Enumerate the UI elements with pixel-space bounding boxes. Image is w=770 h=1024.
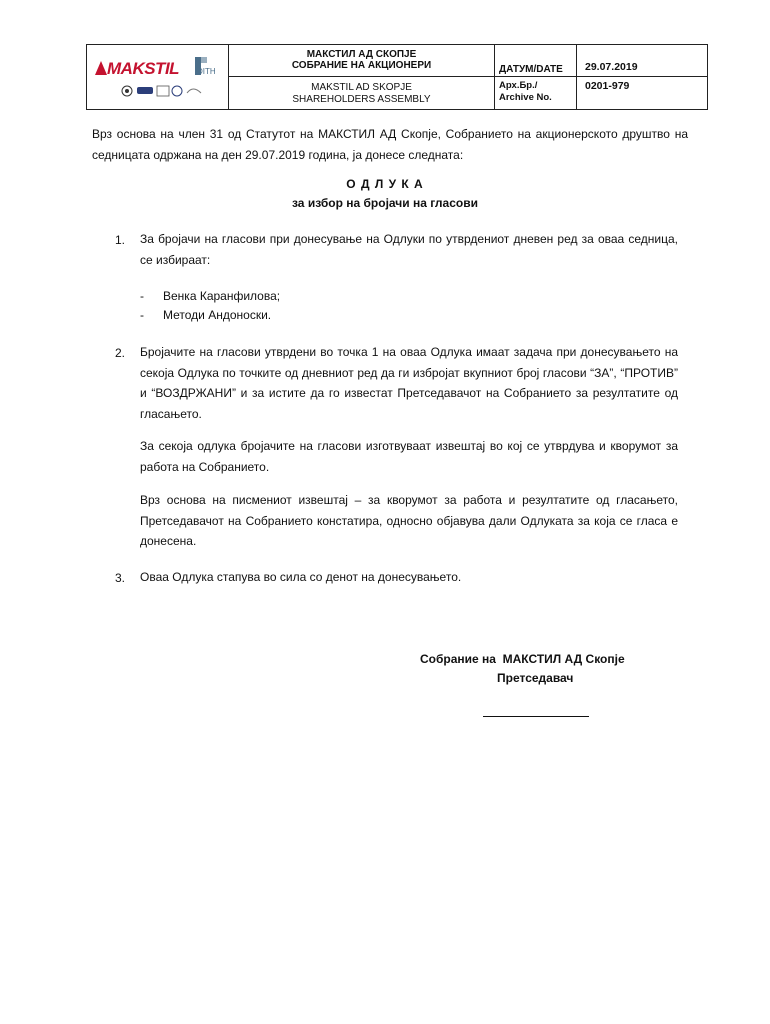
item-number: 3.: [115, 571, 126, 585]
decision-subtitle: за избор на бројачи на гласови: [292, 196, 478, 210]
title-en-line2: SHAREHOLDERS ASSEMBLY: [292, 94, 431, 105]
item-text: За секоја одлука бројачите на гласови изготвуваат извештај во кој се утврдува и кворумот за работа на Собранието.: [140, 439, 678, 474]
title-en-line1: MAKSTIL AD SKOPJE: [311, 82, 412, 93]
counter-name: Методи Андоноски.: [163, 308, 272, 322]
meta-label-cell: [495, 45, 577, 109]
title-mk-line1: МАКСТИЛ АД СКОПЈЕ: [306, 49, 417, 60]
item-number: 1.: [115, 233, 126, 247]
title-english: [229, 77, 494, 109]
signature-line: [483, 716, 589, 717]
document-header-table: [86, 44, 708, 110]
item-text: Бројачите на гласови утврдени во точка 1 на оваа Одлука имаат задача при донесувањето на секоја Одлука по точките од дневниот ред да ги избројат вкупниот број гласови “ЗА”, “ПРОТИВ” и “ВОЗДРЖАНИ” и за истите да го известат Претседавачот на Собранието за резултатите од гласањето.: [140, 345, 678, 421]
signature-chairman: Претседавач: [497, 671, 574, 685]
title-macedonian: [229, 45, 494, 77]
signature-assembly: Собрание на МАКСТИЛ АД Скопје: [420, 652, 625, 666]
archive-label: [495, 77, 576, 109]
list-dash: -: [140, 289, 144, 303]
title-mk-line2: СОБРАНИЕ НА АКЦИОНЕРИ: [291, 60, 432, 71]
logo-sub-text: DITH: [197, 67, 216, 76]
logo-text: MAKSTIL: [107, 59, 180, 78]
list-dash: -: [140, 308, 144, 322]
counter-name: Венка Каранфилова;: [163, 289, 281, 303]
logo-cell: [87, 45, 229, 109]
title-cell: [229, 45, 495, 109]
decision-title: О Д Л У К А: [346, 177, 424, 191]
date-label: ДАТУМ/DATE: [495, 45, 576, 77]
archive-value: 0201-979: [585, 80, 630, 92]
meta-value-cell: [577, 45, 707, 109]
archive-label-line1: Арх.Бр./: [499, 80, 538, 91]
item-text: За бројачи на гласови при донесување на Одлуки по утврдениот дневен ред за оваа седница, се избираат:: [140, 232, 678, 267]
intro-paragraph: Врз основа на член 31 од Статутот на МАКСТИЛ АД Скопје, Собранието на акционерското друштво на седницата одржана на ден 29.07.2019 година, ја донесе следната:: [92, 127, 688, 162]
certification-logos-icon: [97, 83, 217, 99]
item-text: Оваа Одлука стапува во сила со денот на донесувањето.: [140, 570, 462, 584]
item-number: 2.: [115, 346, 126, 360]
item-text: Врз основа на писмениот извештај – за кворумот за работа и резултатите од гласањето, Претседавачот на Собранието констатира, односно објавува дали Одлуката за која се гласа е донесена.: [140, 493, 678, 548]
logo-mark-icon: [95, 61, 107, 75]
archive-label-line2: Archive No.: [499, 92, 552, 103]
date-value: 29.07.2019: [577, 45, 707, 77]
